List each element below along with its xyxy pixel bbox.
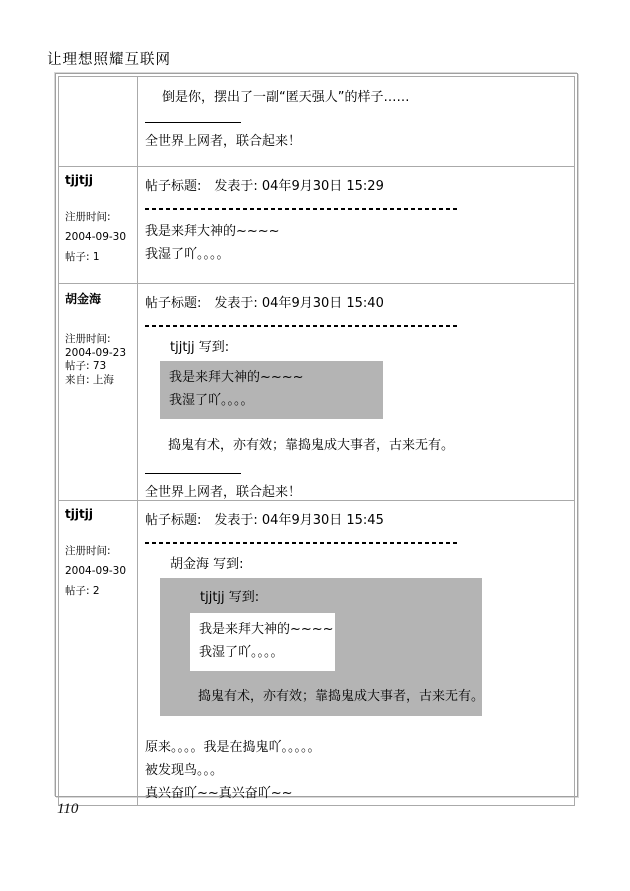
posts-count: 帖子: 73 [65,360,107,372]
post-row [59,501,575,806]
post-body-line: 我是来拜大神的~~~~ [145,224,280,239]
dashed-separator [145,325,459,327]
post-title-label: 帖子标题: [145,179,202,194]
author-username: tjjtjj [65,173,93,187]
post-row [59,284,575,501]
post-body-line: 原来。。。。我是在捣鬼吖。。。。。 [145,740,321,755]
quote-box [160,361,383,419]
quoted-line: 我是来拜大神的~~~~ [169,370,304,385]
quoted-line: 捣鬼有术，亦有效；靠捣鬼成大事者，古来无有。 [198,689,485,704]
quoted-line: 我湿了吖。。。。 [199,645,284,660]
author-cell-empty [59,77,138,167]
registered-label: 注册时间: [65,333,111,345]
registered-label: 注册时间: [65,545,111,557]
registered-date: 2004-09-30 [65,565,127,577]
post-cell [138,77,575,167]
posted-at: 发表于: 04年9月30日 15:45 [214,513,384,528]
signature-text: 全世界上网者，联合起来！ [145,134,302,149]
registered-date: 2004-09-30 [65,231,127,243]
post-cell [138,167,575,284]
signature-rule [145,473,241,474]
author-cell [59,284,138,501]
nested-quote-box [190,613,335,671]
post-body-line: 真兴奋吖~~真兴奋吖~~ [145,786,293,801]
post-body-line: 倒是你，摆出了一副“匿天强人”的样子…… [162,90,410,105]
author-cell [59,167,138,284]
dashed-separator [145,208,459,210]
posted-at: 发表于: 04年9月30日 15:29 [214,179,384,194]
post-title-label: 帖子标题: [145,513,202,528]
post-header [145,292,568,311]
signature-rule [145,122,241,123]
page-number: 110 [57,801,79,817]
running-header-title: 让理想照耀互联网 [47,52,171,68]
post-body-line: 被发现鸟。。。 [145,763,224,778]
author-cell [59,501,138,806]
quote-author-line: 胡金海 写到: [170,557,244,572]
dashed-separator [145,542,459,544]
posts-count: 帖子: 2 [65,585,100,597]
posted-at: 发表于: 04年9月30日 15:40 [214,296,384,311]
post-row [59,77,575,167]
post-body-line: 捣鬼有术，亦有效；靠捣鬼成大事者，古来无有。 [168,438,455,453]
post-body-line: 我湿了吖。。。。 [145,247,230,262]
posts-count: 帖子: 1 [65,251,100,263]
forum-thread-table [55,73,578,801]
quoted-line: 我湿了吖。。。。 [169,393,254,408]
registered-date: 2004-09-23 [65,346,127,359]
post-cell [138,284,575,501]
post-row [59,167,575,284]
quoted-line: 我是来拜大神的~~~~ [199,622,334,637]
signature-text: 全世界上网者，联合起来！ [145,485,302,500]
post-cell [138,501,575,806]
author-location: 来自: 上海 [65,373,114,386]
post-title-label: 帖子标题: [145,296,202,311]
author-username: tjjtjj [65,507,93,521]
quote-author-line: tjjtjj 写到: [170,340,230,355]
post-header [145,175,568,194]
quote-box [160,578,485,716]
author-username: 胡金海 [65,292,102,306]
nested-quote-author-line: tjjtjj 写到: [200,590,260,605]
post-header [145,509,568,528]
thread-grid [58,76,575,806]
registered-label: 注册时间: [65,211,111,223]
